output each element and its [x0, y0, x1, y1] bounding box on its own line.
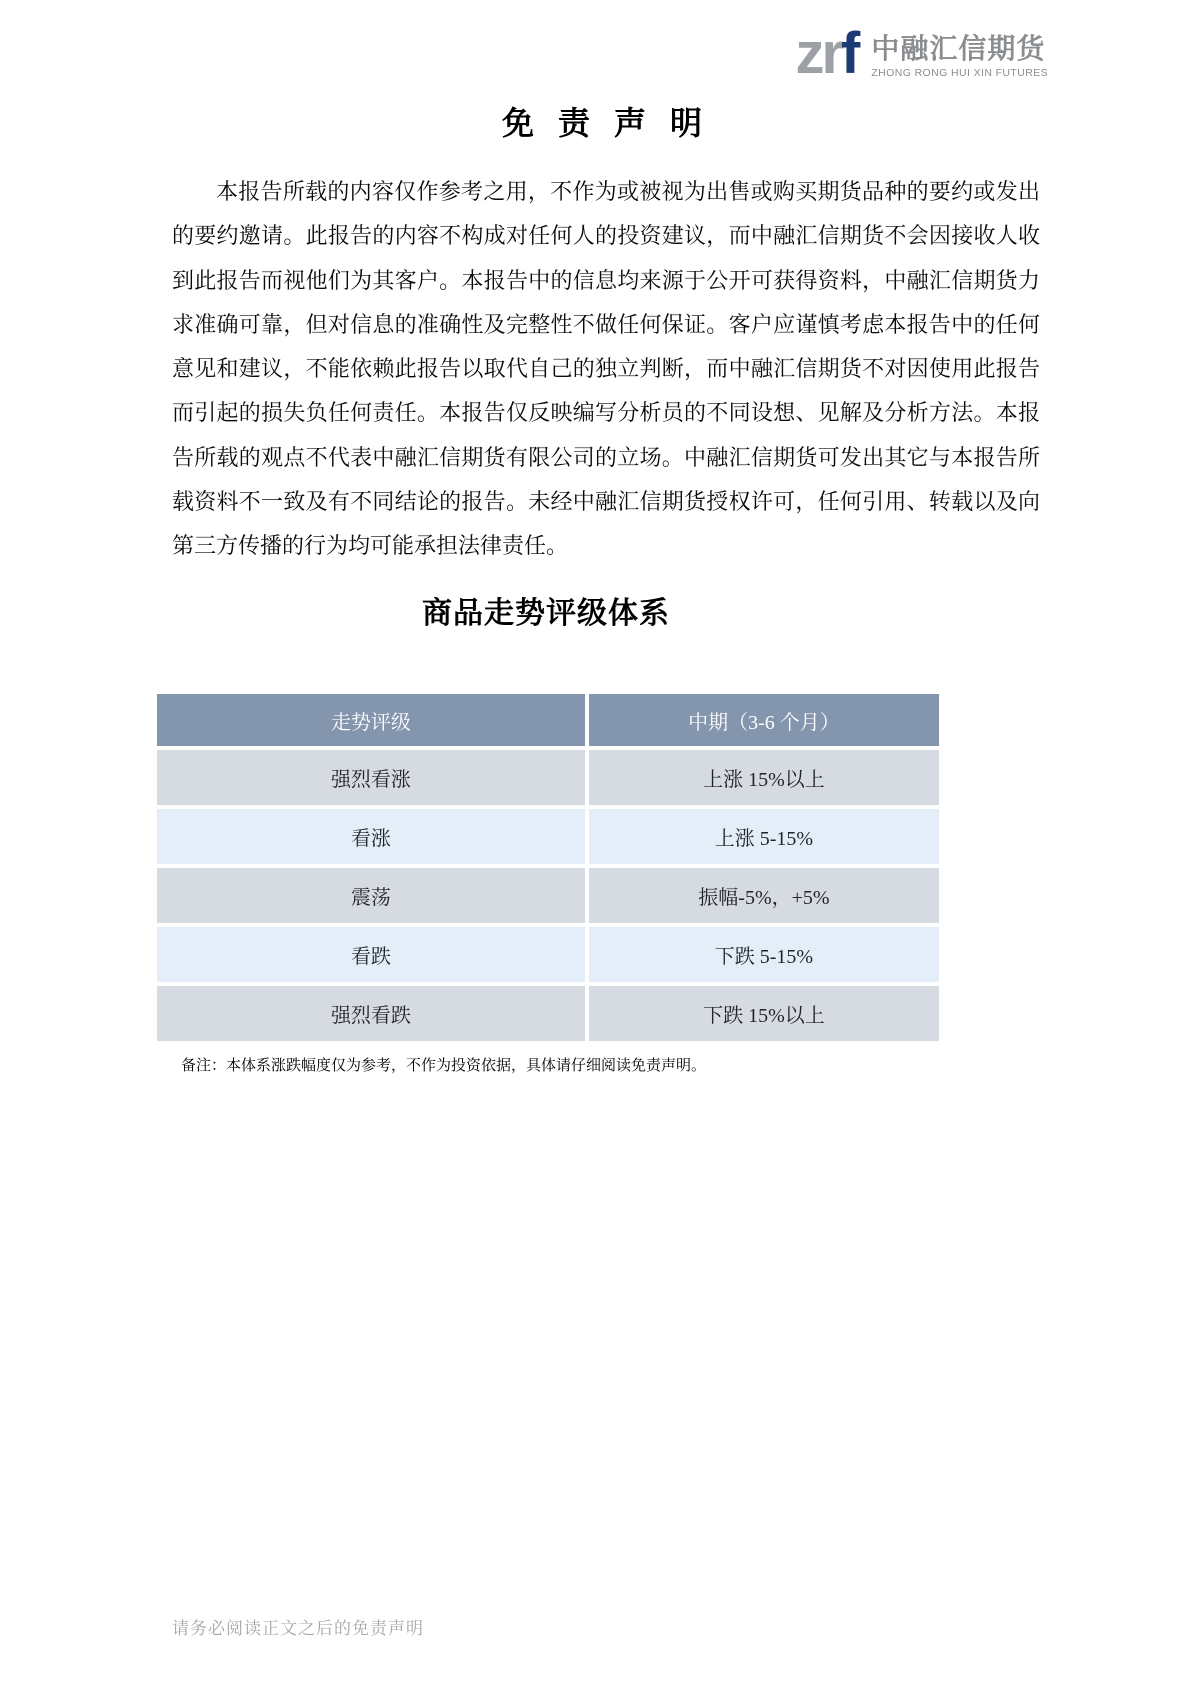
- table-header-rating: 走势评级: [157, 694, 585, 746]
- logo-wordmark: [871, 34, 1048, 81]
- table-cell: 看跌: [157, 927, 585, 982]
- page-title: 免 责 声 明: [501, 105, 710, 141]
- table-cell: 上涨 5-15%: [589, 809, 939, 864]
- footer-disclaimer-reminder: 请务必阅读正文之后的免责声明: [172, 1619, 424, 1638]
- table-cell: 下跌 5-15%: [589, 927, 939, 982]
- disclaimer-paragraph: 本报告所载的内容仅作参考之用，不作为或被视为出售或购买期货品种的要约或发出的要约邀请。此报告的内容不构成对任何人的投资建议，而中融汇信期货不会因接收人收到此报告而视他们为其客户。本报告中的信息均来源于公开可获得资料，中融汇信期货力求准确可靠，但对信息的准确性及完整性不做任何保证。客户应谨慎考虑本报告中的任何意见和建议，不能依赖此报告以取代自己的独立判断，而中融汇信期货不对因使用此报告而引起的损失负任何责任。本报告仅反映编写分析员的不同设想、见解及分析方法。本报告所载的观点不代表中融汇信期货有限公司的立场。中融汇信期货可发出其它与本报告所载资料不一致及有不同结论的报告。未经中融汇信期货授权许可，任何引用、转载以及向第三方传播的行为均可能承担法律责任。: [172, 179, 1040, 559]
- company-name-cn: 中融汇信期货: [871, 33, 1046, 65]
- logo-letter-f: f: [841, 21, 858, 86]
- logo-letters-zr: zr: [795, 21, 842, 86]
- table-cell: 下跌 15%以上: [589, 986, 939, 1041]
- company-logo: [795, 21, 1048, 86]
- company-name-en: ZHONG RONG HUI XIN FUTURES: [871, 67, 1048, 80]
- zrf-logo-mark: [795, 21, 858, 86]
- table-cell: 震荡: [157, 868, 585, 923]
- rating-table: [157, 694, 935, 1041]
- table-cell: 强烈看跌: [157, 986, 585, 1041]
- section-title: 商品走势评级体系: [422, 597, 670, 630]
- table-cell: 看涨: [157, 809, 585, 864]
- table-cell: 上涨 15%以上: [589, 750, 939, 805]
- table-cell: 强烈看涨: [157, 750, 585, 805]
- table-note: 备注：本体系涨跌幅度仅为参考，不作为投资依据，具体请仔细阅读免责声明。: [181, 1058, 707, 1074]
- table-header-midterm: 中期（3-6 个月）: [589, 694, 939, 746]
- table-cell: 振幅-5%，+5%: [589, 868, 939, 923]
